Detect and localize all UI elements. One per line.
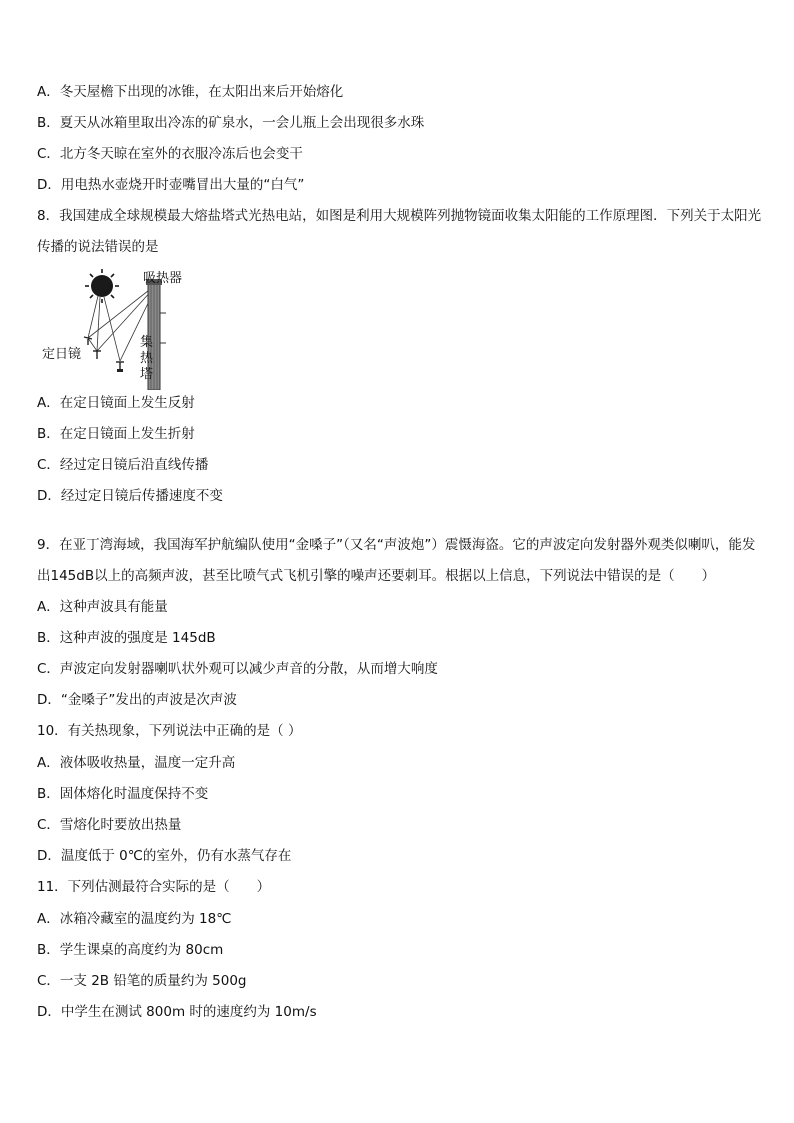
q11-option-d: D．中学生在测试 800m 时的速度约为 10m/s: [37, 1004, 317, 1020]
q10-stem: 10．有关热现象，下列说法中正确的是（ ）: [37, 723, 302, 739]
q11-option-a: A．冰箱冷藏室的温度约为 18℃: [37, 911, 232, 927]
q11-option-c: C．一支 2B 铅笔的质量约为 500g: [37, 973, 247, 989]
tower-label-1: 集: [140, 335, 154, 350]
q9-option-c: C．声波定向发射器喇叭状外观可以减少声音的分散，从而增大响度: [37, 661, 438, 677]
q11-stem: 11．下列估测最符合实际的是（ ）: [37, 879, 271, 895]
q8-option-a: A．在定日镜面上发生反射: [37, 395, 195, 411]
sun-icon: [85, 269, 119, 303]
heliostat-label: 定日镜: [42, 347, 82, 362]
incident-rays: [88, 296, 120, 361]
q7-option-c: C．北方冬天晾在室外的衣服冷冻后也会变干: [37, 146, 303, 162]
q8-stem: 8．我国建成全球规模最大熔盐塔式光热电站，如图是利用大规模阵列抛物镜面收集太阳能的工作原理图．下列关于太阳光传播的说法错误的是: [37, 208, 762, 255]
q8-option-b: B．在定日镜面上发生折射: [37, 426, 195, 442]
q8-option-c: C．经过定日镜后沿直线传播: [37, 457, 209, 473]
q10-option-a: A．液体吸收热量，温度一定升高: [37, 755, 236, 771]
q7-option-d: D．用电热水壶烧开时壶嘴冒出大量的“白气”: [37, 177, 305, 193]
q11-option-b: B．学生课桌的高度约为 80cm: [37, 942, 224, 958]
q8-option-d: D．经过定日镜后传播速度不变: [37, 488, 223, 504]
solar-tower-diagram: [40, 265, 210, 390]
q10-option-b: B．固体熔化时温度保持不变: [37, 786, 209, 802]
q10-option-c: C．雪熔化时要放出热量: [37, 817, 182, 833]
q9-option-d: D．“金嗓子”发出的声波是次声波: [37, 692, 237, 708]
receiver-label: 吸热器: [143, 271, 183, 286]
q9-option-a: A．这种声波具有能量: [37, 599, 168, 615]
q7-option-b: B．夏天从冰箱里取出冷冻的矿泉水，一会儿瓶上会出现很多水珠: [37, 115, 425, 131]
q9-stem: 9．在亚丁湾海域，我国海军护航编队使用“金嗓子”（又名“声波炮”）震慑海盗。它的声波定向发射器外观类似喇叭，能发出145dB以上的高频声波，甚至比喷气式飞机引擎的噪声还要刺耳。根据以上信息，下列说法中错误的是（ ）: [37, 537, 756, 584]
tower-label-3: 塔: [140, 367, 154, 382]
tower-label-2: 热: [140, 351, 154, 366]
q10-option-d: D．温度低于 0℃的室外，仍有水蒸气存在: [37, 848, 292, 864]
q9-option-b: B．这种声波的强度是 145dB: [37, 630, 216, 646]
q7-option-a: A．冬天屋檐下出现的冰锥，在太阳出来后开始熔化: [37, 84, 344, 100]
